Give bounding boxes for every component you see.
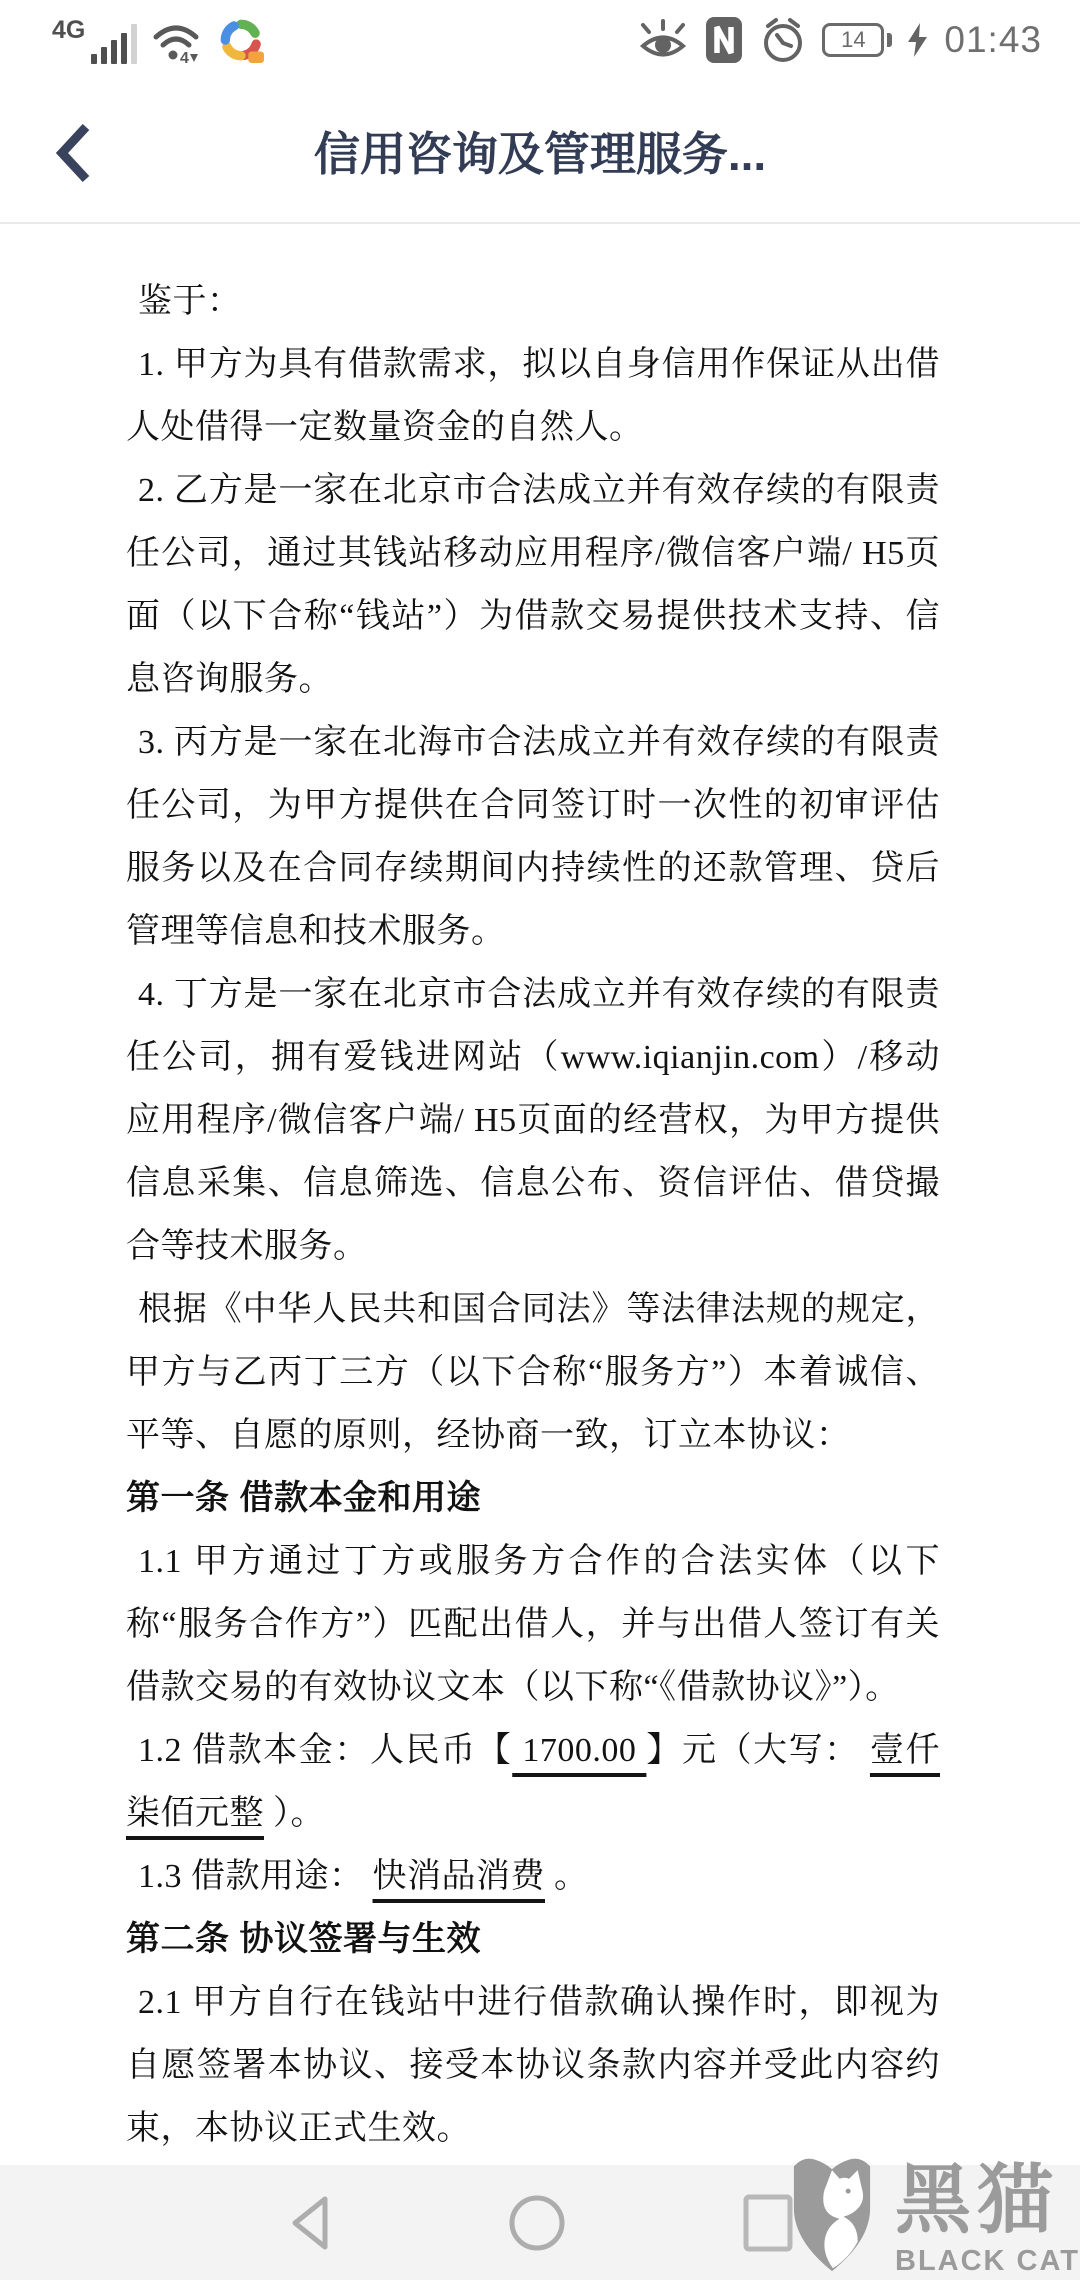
status-bar	[0, 0, 1080, 80]
home-circle-icon	[508, 2194, 566, 2252]
back-button[interactable]	[52, 122, 96, 184]
alarm-icon	[760, 16, 806, 64]
chevron-left-icon	[52, 122, 96, 184]
document-body	[126, 270, 940, 2160]
watermark-en-label: BLACK CAT	[895, 2245, 1080, 2277]
paragraph: 1.1 甲方通过丁方或服务方合作的合法实体（以下称“服务合作方”）匹配出借人，并与出借人签订有关借款交易的有效协议文本（以下称“《借款协议》”）。	[126, 1543, 940, 1706]
underlined-value: 壹仟柒佰元整	[126, 1732, 941, 1832]
document-scroll-area[interactable]	[0, 224, 1080, 2280]
charging-icon	[908, 23, 928, 57]
section-heading: 第二条 协议签署与生效	[126, 1920, 481, 1958]
battery-icon	[822, 23, 892, 57]
app-store-notification-icon	[217, 16, 265, 64]
underlined-value: 1700.00	[512, 1732, 647, 1769]
paragraph: 2.1 甲方自行在钱站中进行借款确认操作时，即视为自愿签署本协议、接受本协议条款内容并受此内容约束，本协议正式生效。	[126, 1984, 940, 2147]
svg-text:4: 4	[180, 50, 190, 64]
signal-bars-icon	[91, 24, 137, 64]
underlined-value: 快消品消费	[372, 1858, 545, 1895]
nfc-icon	[704, 15, 744, 65]
wifi-icon	[153, 18, 201, 64]
black-cat-shield-icon	[783, 2153, 881, 2273]
nav-back-button[interactable]	[289, 2194, 331, 2252]
paragraph: 鉴于：	[138, 283, 242, 320]
paragraph: 根据《中华人民共和国合同法》等法律法规的规定，甲方与乙丙丁三方（以下合称“服务方”）本着诚信、平等、自愿的原则，经协商一致，订立本协议：	[126, 1291, 940, 1454]
watermark-text	[895, 2158, 1080, 2278]
page-title: 信用咨询及管理服务...	[313, 128, 767, 180]
black-cat-watermark	[783, 2153, 1080, 2278]
paragraph: 1.2 借款本金：人民币【 1700.00 】元（大写： 壹仟柒佰元整 ）。	[126, 1732, 941, 1832]
network-type-label: 4G	[52, 16, 86, 44]
system-nav-bar	[0, 2158, 1080, 2280]
paragraph: 2. 乙方是一家在北京市合法成立并有效存续的有限责任公司，通过其钱站移动应用程序/微信客户端/ H5页面（以下合称“钱站”）为借款交易提供技术支持、信息咨询服务。	[126, 472, 940, 698]
app-header	[0, 80, 1080, 224]
paragraph: 3. 丙方是一家在北海市合法成立并有效存续的有限责任公司，为甲方提供在合同签订时一次性的初审评估服务以及在合同存续期间内持续性的还款管理、贷后管理等信息和技术服务。	[126, 724, 940, 950]
nav-home-button[interactable]	[508, 2194, 566, 2252]
battery-percent: 14	[841, 27, 866, 52]
section-heading: 第一条 借款本金和用途	[126, 1479, 481, 1517]
watermark-cn-label: 黑猫	[895, 2158, 1059, 2243]
status-bar-left	[52, 16, 265, 64]
paragraph: 1.3 借款用途： 快消品消费 。	[138, 1858, 589, 1895]
paragraph: 1. 甲方为具有借款需求，拟以自身信用作保证从出借人处借得一定数量资金的自然人。	[126, 346, 940, 446]
status-time: 01:43	[944, 19, 1042, 60]
signal-strength-icon	[52, 16, 137, 64]
status-bar-right	[638, 14, 1042, 66]
paragraph: 4. 丁方是一家在北京市合法成立并有效存续的有限责任公司，拥有爱钱进网站（www.iqianjin.com）/移动应用程序/微信客户端/ H5页面的经营权，为甲方提供信息采集、信息筛选、信息公布、资信评估、借贷撮合等技术服务。	[126, 976, 940, 1265]
eye-comfort-icon	[638, 19, 688, 61]
back-triangle-icon	[289, 2194, 331, 2252]
